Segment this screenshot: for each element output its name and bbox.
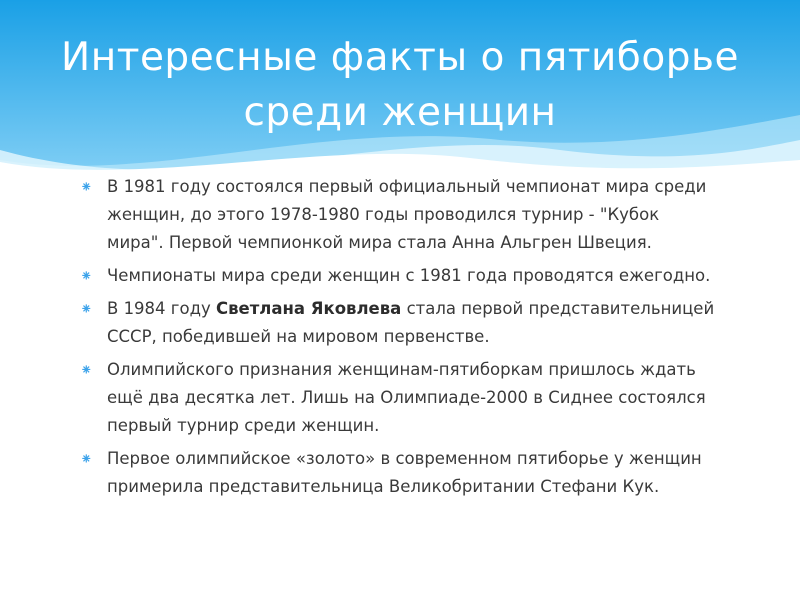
bullet-text-bold: Светлана Яковлева <box>215 299 402 318</box>
bullet-text-before: В 1984 году <box>107 299 216 318</box>
slide-title-line-2: среди женщин <box>243 90 557 135</box>
bullet-item <box>80 295 720 351</box>
bullet-item <box>80 262 720 290</box>
bullet-marker-icon: ⁕ <box>80 450 93 468</box>
bullet-marker-icon: ⁕ <box>80 361 93 379</box>
slide-title <box>20 30 780 140</box>
bullet-text-after: стала первой представительницей СССР, победившей на мировом первенстве. <box>107 299 715 346</box>
bullet-item <box>80 173 720 257</box>
bullet-text: В 1981 году состоялся первый официальный чемпионат мира среди женщин, до этого 1978-1980 годы проводился турнир - "Кубок мира". Первой чемпионкой мира стала Анна Альгрен Швеция. <box>107 177 707 252</box>
bullet-list <box>80 173 720 506</box>
slide-title-line-1: Интересные факты о пятиборье <box>61 35 739 80</box>
bullet-marker-icon: ⁕ <box>80 300 93 318</box>
bullet-marker-icon: ⁕ <box>80 267 93 285</box>
bullet-text: Первое олимпийское «золото» в современном пятиборье у женщин примерила представительница Великобритании Стефани Кук. <box>107 449 702 496</box>
bullet-item <box>80 445 720 501</box>
bullet-text: Чемпионаты мира среди женщин с 1981 года проводятся ежегодно. <box>107 266 711 285</box>
bullet-marker-icon: ⁕ <box>80 178 93 196</box>
bullet-item <box>80 356 720 440</box>
bullet-text: Олимпийского признания женщинам-пятиборкам пришлось ждать ещё два десятка лет. Лишь на Олимпиаде-2000 в Сиднее состоялся первый турнир среди женщин. <box>107 360 706 435</box>
